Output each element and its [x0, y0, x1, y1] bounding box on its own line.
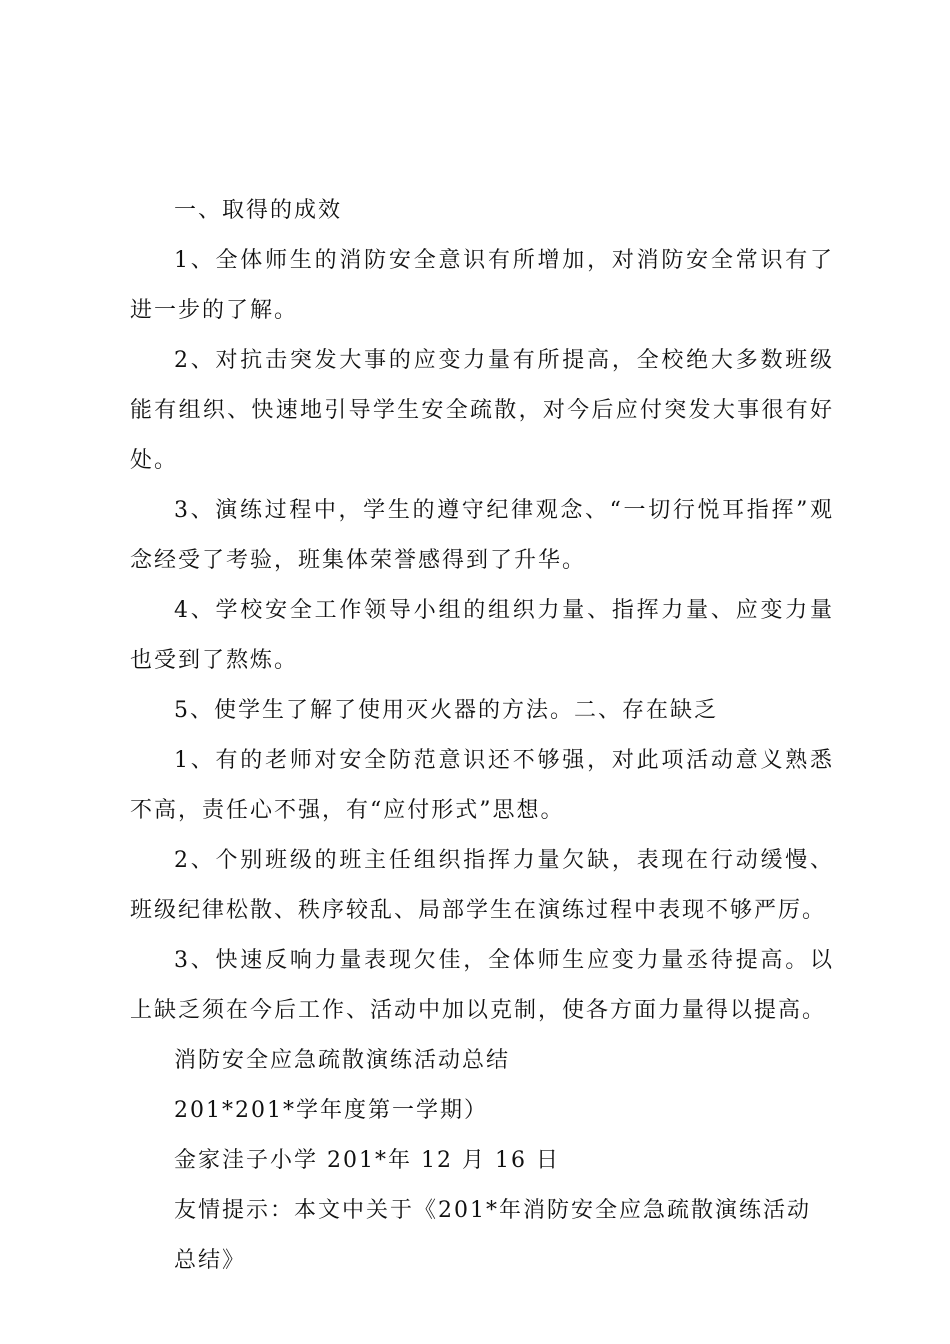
- signoff-term: 201*201*学年度第一学期）: [174, 1098, 488, 1123]
- paragraph-7: 2、个别班级的班主任组织指挥力量欠缺，表现在行动缓慢、班级纪律松散、秩序较乱、局部学生在演练过程中表现不够严厉。: [130, 848, 834, 923]
- paragraph-3: 3、演练过程中，学生的遵守纪律观念、“一切行悦耳指挥”观念经受了考验，班集体荣誉感得到了升华。: [130, 498, 834, 573]
- document-body: [130, 186, 834, 1286]
- signoff-title: 消防安全应急疏散演练活动总结: [174, 1048, 511, 1073]
- paragraph-2: 2、对抗击突发大事的应变力量有所提高，全校绝大多数班级能有组织、快速地引导学生安全疏散，对今后应付突发大事很有好处。: [130, 348, 834, 473]
- paragraph-4: 4、学校安全工作领导小组的组织力量、指挥力量、应变力量也受到了熬炼。: [130, 598, 834, 673]
- paragraph-1: 1、全体师生的消防安全意识有所增加，对消防安全常识有了进一步的了解。: [130, 248, 834, 323]
- signoff-school-date: 金家洼子小学 201*年 12 月 16 日: [174, 1148, 560, 1173]
- paragraph-6: 1、有的老师对安全防范意识还不够强，对此项活动意义熟悉不高，责任心不强，有“应付形式”思想。: [130, 748, 834, 823]
- section-heading-achievements: 一、取得的成效: [174, 198, 343, 223]
- paragraph-5: 5、使学生了解了使用灭火器的方法。二、存在缺乏: [174, 698, 718, 723]
- friendly-notice: 友情提示：本文中关于《201*年消防安全应急疏散演练活动总结》: [174, 1198, 811, 1273]
- paragraph-8: 3、快速反响力量表现欠佳，全体师生应变力量丞待提高。以上缺乏须在今后工作、活动中加以克制，使各方面力量得以提高。: [130, 948, 834, 1023]
